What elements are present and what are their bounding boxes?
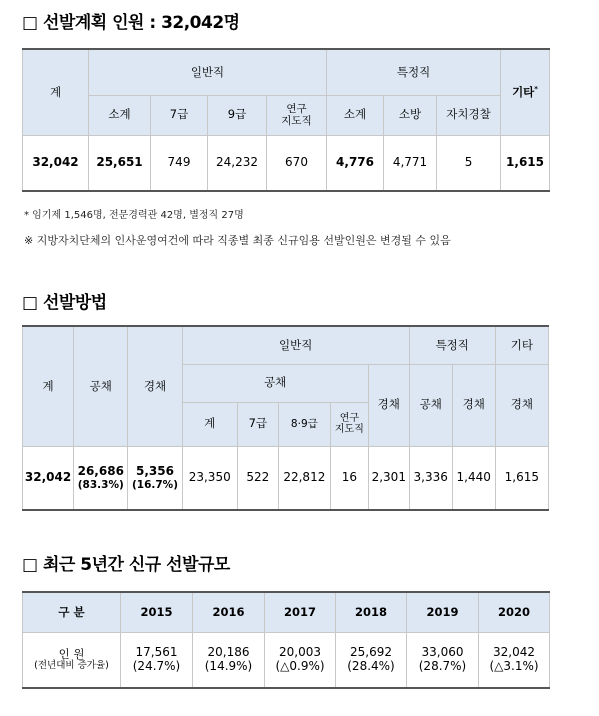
plan-table xyxy=(22,48,550,192)
cell-general-subtotal: 25,651 xyxy=(89,135,151,191)
m-header-general-open: 공채 xyxy=(182,364,368,402)
header-general: 일반직 xyxy=(89,49,327,95)
cell-special-subtotal: 4,776 xyxy=(327,135,384,191)
header-police: 자치경찰 xyxy=(437,95,501,135)
cell-grade7: 749 xyxy=(151,135,208,191)
h-cell-value: 17,561 (24.7%) xyxy=(121,632,193,688)
h-cell-value: 25,692 (28.4%) xyxy=(336,632,407,688)
h-header-year: 2017 xyxy=(265,592,336,632)
m-header-other: 기타 xyxy=(495,326,548,364)
header-other: 기타* xyxy=(501,49,550,135)
m-cell-special-career: 1,440 xyxy=(452,446,495,510)
section1-title: □ 선발계획 인원 : 32,042명 xyxy=(22,13,240,33)
cell-police: 5 xyxy=(437,135,501,191)
h-row-label: 인 원 (전년대비 증가율) xyxy=(23,632,121,688)
m-header-special-career: 경채 xyxy=(452,364,495,446)
m-header-general-career: 경채 xyxy=(368,364,409,446)
h-cell-value: 32,042 (△3.1%) xyxy=(479,632,550,688)
m-header-total: 계 xyxy=(23,326,74,446)
note-2: ※ 지방자치단체의 인사운영여건에 따라 직종별 최종 신규임용 선발인원은 변경될 수 있음 xyxy=(24,234,451,247)
method-table xyxy=(22,325,549,511)
header-grade9: 9급 xyxy=(208,95,267,135)
h-cell-value: 20,003 (△0.9%) xyxy=(265,632,336,688)
cell-fire: 4,771 xyxy=(384,135,437,191)
m-header-special-open: 공채 xyxy=(409,364,452,446)
header-fire: 소방 xyxy=(384,95,437,135)
m-header-grade7: 7급 xyxy=(237,402,278,446)
cell-research: 670 xyxy=(267,135,327,191)
m-header-special: 특정직 xyxy=(409,326,495,364)
m-header-research: 연구 지도직 xyxy=(330,402,368,446)
m-cell-open: 26,686 (83.3%) xyxy=(74,446,128,510)
section2-title: □ 선발방법 xyxy=(22,293,107,313)
h-cell-value: 33,060 (28.7%) xyxy=(407,632,479,688)
m-cell-grade7: 522 xyxy=(237,446,278,510)
h-header-year: 2020 xyxy=(479,592,550,632)
m-cell-other-career: 1,615 xyxy=(495,446,548,510)
header-total: 계 xyxy=(23,49,89,135)
m-header-grade89: 8·9급 xyxy=(278,402,330,446)
history-table xyxy=(22,591,550,689)
m-header-other-career: 경채 xyxy=(495,364,548,446)
header-research: 연구 지도직 xyxy=(267,95,327,135)
header-special: 특정직 xyxy=(327,49,501,95)
m-header-open: 공채 xyxy=(74,326,128,446)
h-cell-value: 20,186 (14.9%) xyxy=(193,632,265,688)
header-subtotal-general: 소계 xyxy=(89,95,151,135)
m-cell-grade89: 22,812 xyxy=(278,446,330,510)
section3-title: □ 최근 5년간 신규 선발규모 xyxy=(22,555,230,575)
h-header-year: 2018 xyxy=(336,592,407,632)
m-cell-total: 32,042 xyxy=(23,446,74,510)
h-header-year: 2019 xyxy=(407,592,479,632)
header-grade7: 7급 xyxy=(151,95,208,135)
note-1: * 임기제 1,546명, 전문경력관 42명, 별정직 27명 xyxy=(24,210,244,221)
h-header-year: 2016 xyxy=(193,592,265,632)
cell-total: 32,042 xyxy=(23,135,89,191)
m-cell-research: 16 xyxy=(330,446,368,510)
m-header-career: 경채 xyxy=(128,326,182,446)
m-cell-career: 5,356 (16.7%) xyxy=(128,446,182,510)
m-cell-general-career: 2,301 xyxy=(368,446,409,510)
m-cell-sum: 23,350 xyxy=(182,446,237,510)
header-subtotal-special: 소계 xyxy=(327,95,384,135)
m-cell-special-open: 3,336 xyxy=(409,446,452,510)
h-header-year: 2015 xyxy=(121,592,193,632)
h-header-label: 구 분 xyxy=(23,592,121,632)
m-header-sum: 계 xyxy=(182,402,237,446)
m-header-general: 일반직 xyxy=(182,326,409,364)
cell-grade9: 24,232 xyxy=(208,135,267,191)
cell-other: 1,615 xyxy=(501,135,550,191)
